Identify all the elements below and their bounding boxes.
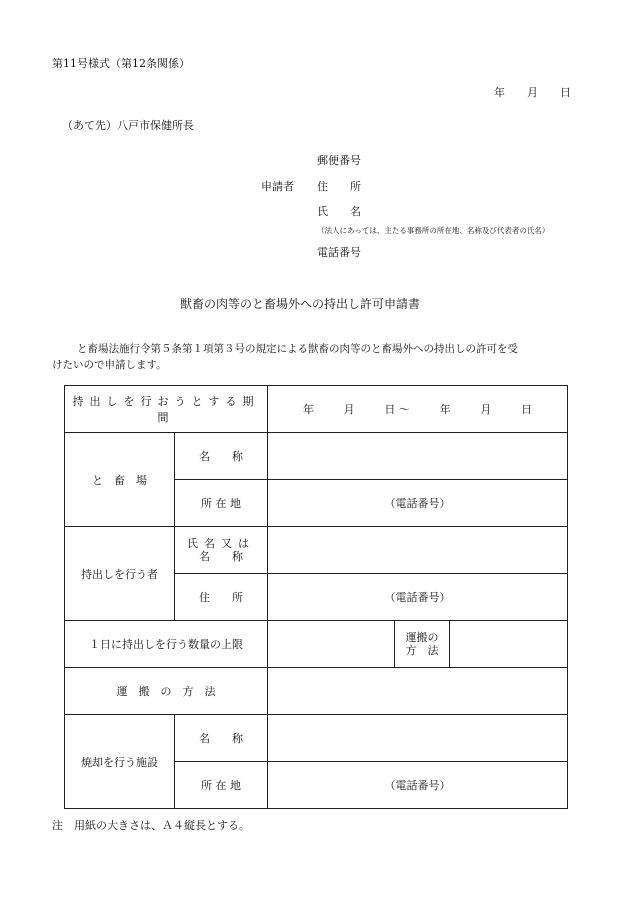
name-label: 氏 名 — [317, 205, 361, 218]
carrier-address-value[interactable] — [268, 574, 568, 621]
date-part-year-start: 年 — [302, 403, 314, 416]
period-label: 持出しを行おうとする期間 — [65, 386, 268, 433]
addressee: （あて先）八戸市保健所長 — [62, 119, 194, 132]
incinerator-phone-label: （電話番号） — [384, 779, 451, 792]
date-part-day-end: 日 — [521, 403, 533, 416]
document-title: 獣畜の肉等のと畜場外への持出し許可申請書 — [180, 297, 421, 311]
daily-limit-value[interactable] — [268, 621, 395, 668]
carrier-label: 持出しを行う者 — [65, 527, 175, 621]
carrier-name-row — [65, 527, 568, 574]
slaughterhouse-location-label: 所 在 地 — [175, 480, 268, 527]
transport-short-label: 運搬の 方 法 — [395, 621, 450, 668]
carrier-address-label: 住 所 — [175, 574, 268, 621]
incinerator-label: 焼却を行う施設 — [65, 715, 175, 809]
application-table — [64, 385, 568, 809]
incinerator-name-label: 名 称 — [175, 715, 268, 762]
date-part-day-start: 日 〜 — [384, 403, 410, 416]
date-part-month-start: 月 — [343, 403, 355, 416]
date-part-year-end: 年 — [439, 403, 451, 416]
carrier-name-label: 氏名又は 名 称 — [175, 527, 268, 574]
incinerator-location-value[interactable] — [268, 762, 568, 809]
applicant-label: 申請者 — [261, 180, 294, 193]
incinerator-name-value[interactable] — [268, 715, 568, 762]
body-text-line2: けたいので申請します。 — [52, 359, 167, 371]
postal-code-label: 郵便番号 — [317, 154, 361, 167]
daily-limit-label: １日に持出しを行う数量の上限 — [65, 621, 268, 668]
transport-method-value[interactable] — [268, 668, 568, 715]
address-label: 住 所 — [317, 180, 361, 193]
footer-note: 注 用紙の大きさは、Ａ４縦長とする。 — [52, 819, 250, 832]
corporation-note: （法人にあっては、主たる事務所の所在地、名称及び代表者の氏名） — [317, 226, 550, 235]
slaughterhouse-location-value[interactable] — [268, 480, 568, 527]
phone-label: 電話番号 — [317, 246, 361, 259]
slaughterhouse-phone-label: （電話番号） — [384, 497, 451, 510]
date-line: 年 月 日 — [494, 86, 571, 99]
slaughterhouse-name-value[interactable] — [268, 433, 568, 480]
incinerator-location-label: 所 在 地 — [175, 762, 268, 809]
transport-method-label: 運 搬 の 方 法 — [65, 668, 268, 715]
period-value[interactable] — [268, 386, 568, 433]
incinerator-name-row — [65, 715, 568, 762]
carrier-phone-label: （電話番号） — [384, 591, 451, 604]
transport-method-row — [65, 668, 568, 715]
body-text-line1: と畜場法施行令第５条第１項第３号の規定による獣畜の肉等のと畜場外への持出しの許可を受 — [77, 343, 518, 355]
transport-short-value[interactable] — [450, 621, 568, 668]
slaughterhouse-name-row — [65, 433, 568, 480]
carrier-name-value[interactable] — [268, 527, 568, 574]
period-row — [65, 386, 568, 433]
slaughterhouse-label: と 畜 場 — [65, 433, 175, 527]
slaughterhouse-name-label: 名 称 — [175, 433, 268, 480]
form-number: 第11号様式（第12条関係） — [52, 57, 190, 70]
date-part-month-end: 月 — [480, 403, 492, 416]
daily-limit-row — [65, 621, 568, 668]
